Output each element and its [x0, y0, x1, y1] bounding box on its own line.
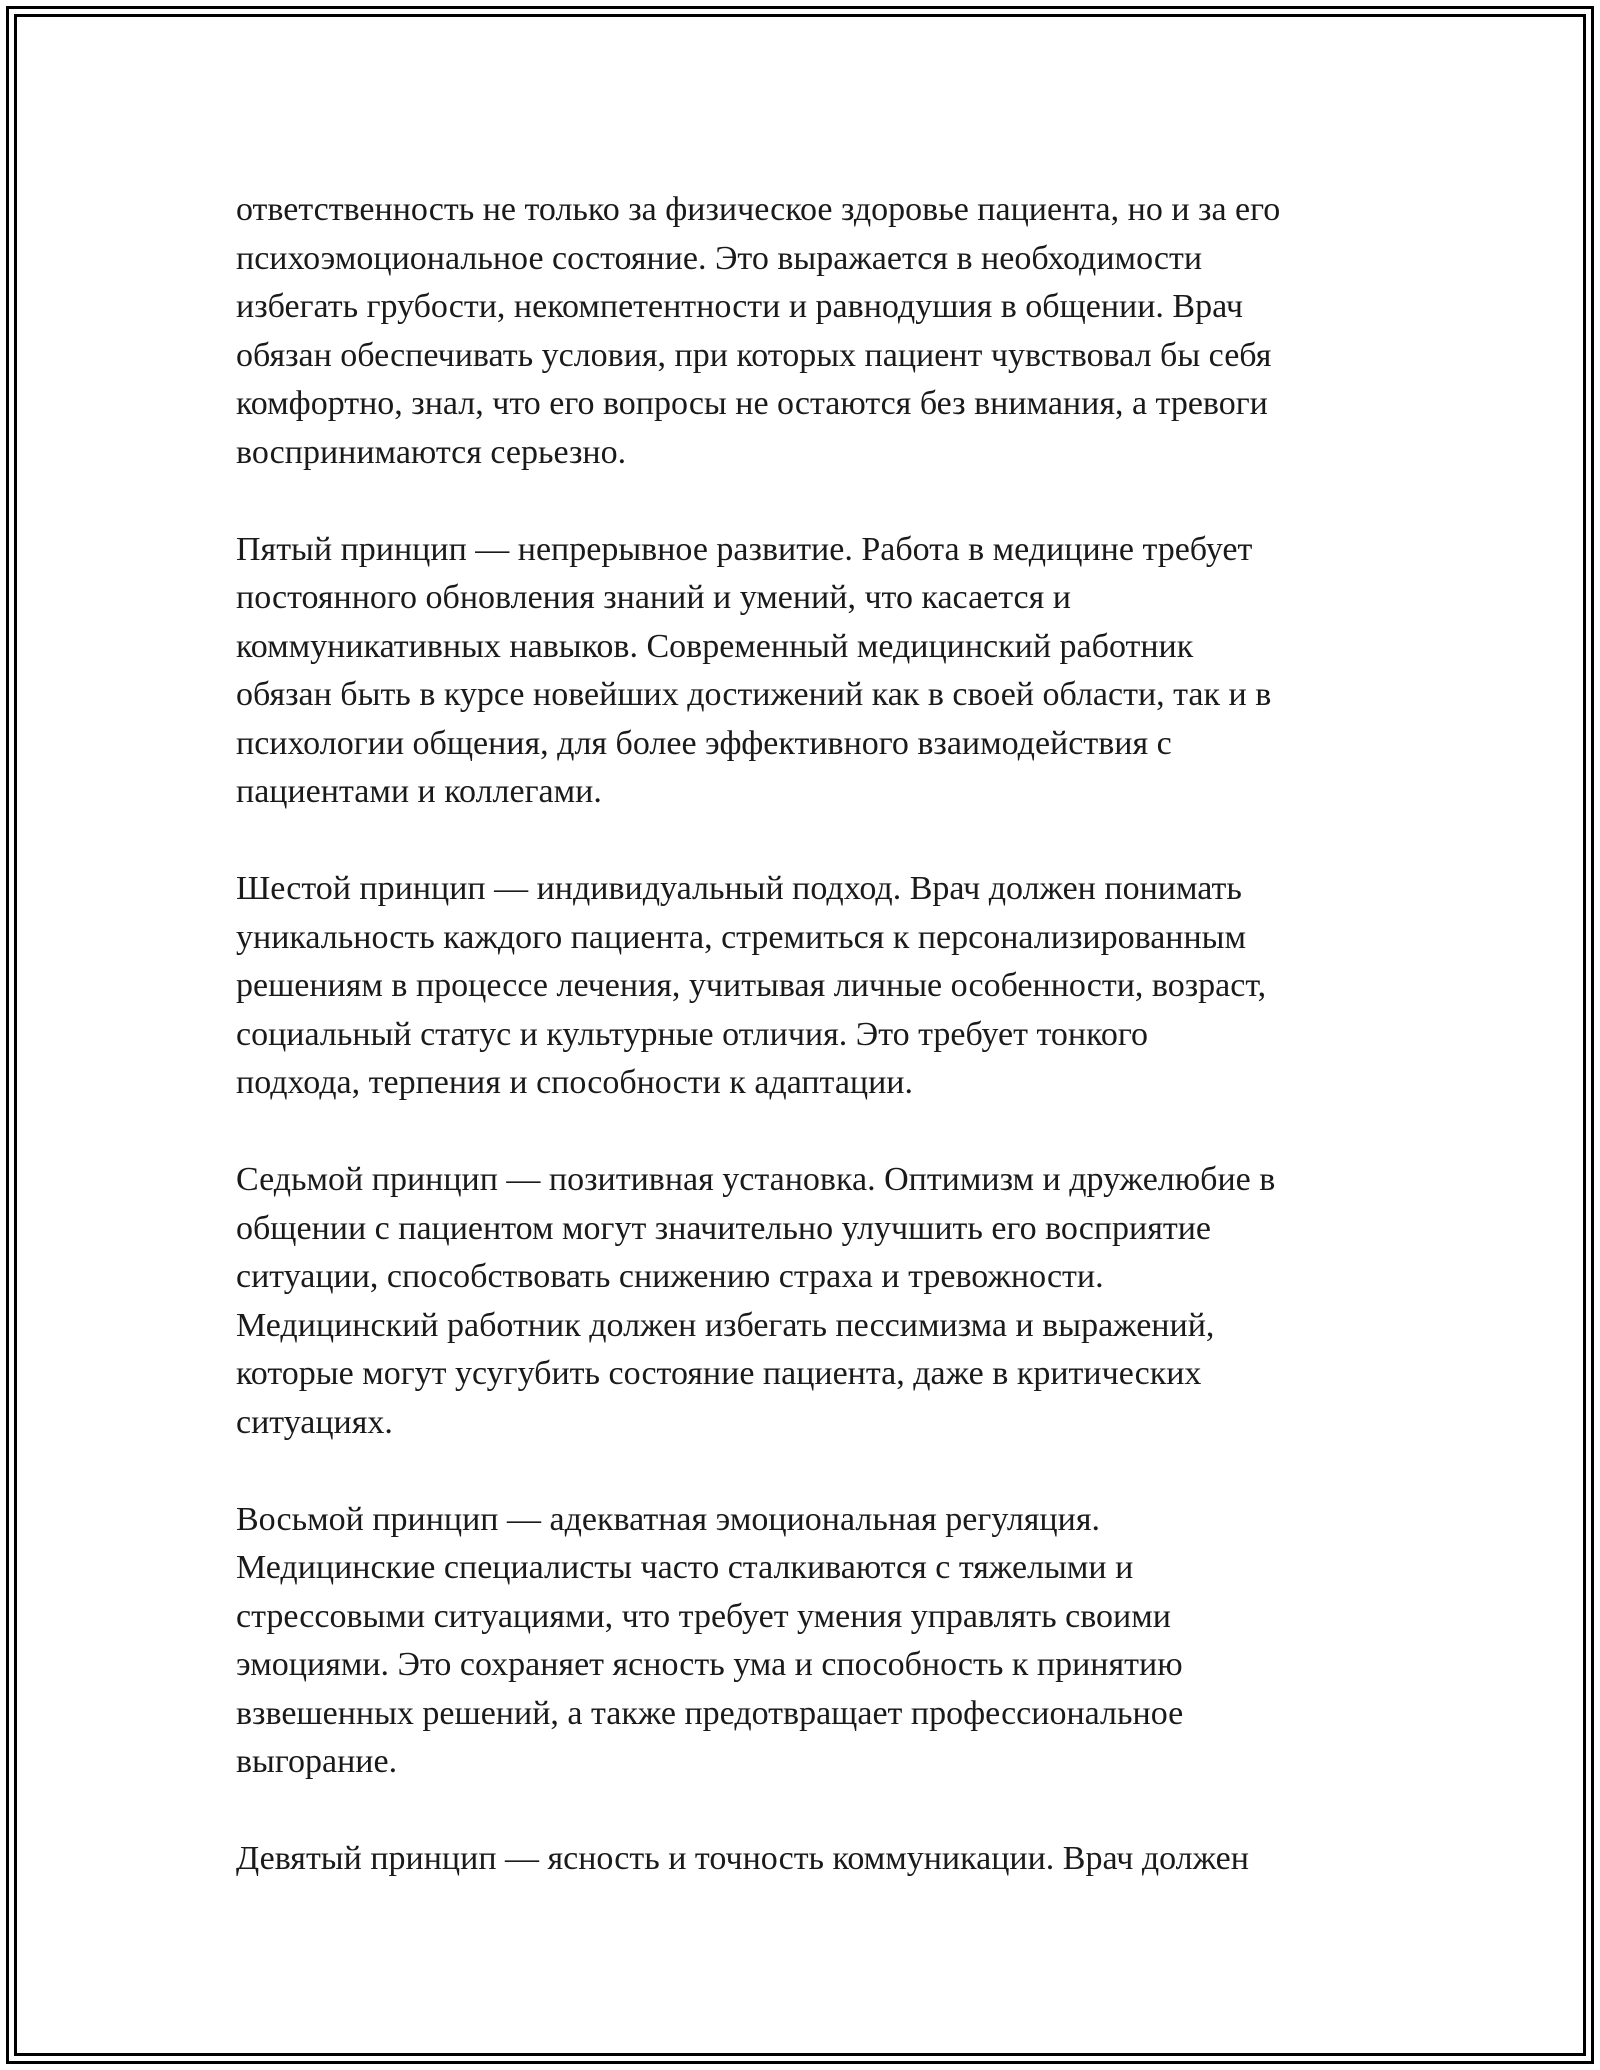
text-line: Шестой принцип — индивидуальный подход. Врач должен понимать	[236, 870, 1242, 907]
text-line: психоэмоциональное состояние. Это выражается в необходимости	[236, 239, 1203, 277]
text-line: комфортно, знал, что его вопросы не остаются без внимания, а тревоги	[236, 385, 1268, 422]
text-line: социальный статус и культурные отличия. Это требует тонкого	[236, 1015, 1148, 1053]
text-line: Восьмой принцип — адекватная эмоциональная регуляция.	[236, 1500, 1100, 1538]
text-line: Медицинский работник должен избегать пессимизма и выражений,	[236, 1306, 1215, 1344]
text-line: подхода, терпения и способности к адаптации.	[236, 1064, 913, 1101]
text-line: воспринимаются серьезно.	[236, 433, 627, 471]
text-line: Девятый принцип — ясность и точность коммуникации. Врач должен	[236, 1840, 1249, 1877]
text-line: психологии общения, для более эффективного взаимодействия с	[236, 724, 1172, 762]
text-line: стрессовыми ситуациями, что требует умения управлять своими	[236, 1597, 1171, 1635]
paragraph-patient-responsibility	[236, 186, 1386, 477]
paragraph-seventh-principle	[236, 1156, 1386, 1447]
text-line: пациентами и коллегами.	[236, 773, 602, 810]
text-line: обязан быть в курсе новейших достижений как в своей области, так и в	[236, 676, 1272, 713]
text-line: которые могут усугубить состояние пациента, даже в критических	[236, 1355, 1202, 1392]
paragraph-fifth-principle	[236, 526, 1386, 817]
text-line: ситуации, способствовать снижению страха и тревожности.	[236, 1258, 1104, 1295]
text-line: коммуникативных навыков. Современный медицинский работник	[236, 627, 1194, 665]
text-line: Пятый принцип — непрерывное развитие. Работа в медицине требует	[236, 530, 1253, 568]
paragraph-sixth-principle	[236, 865, 1386, 1108]
text-line: обязан обеспечивать условия, при которых пациент чувствовал бы себя	[236, 336, 1272, 374]
text-line: уникальность каждого пациента, стремиться к персонализированным	[236, 918, 1247, 956]
paragraph-ninth-principle	[236, 1835, 1386, 1884]
text-line: решениям в процессе лечения, учитывая личные особенности, возраст,	[236, 967, 1267, 1004]
text-line: выгорание.	[236, 1743, 398, 1780]
text-line: ответственность не только за физическое здоровье пациента, но и за его	[236, 191, 1281, 228]
text-line: Седьмой принцип — позитивная установка. Оптимизм и дружелюбие в	[236, 1161, 1276, 1198]
text-line: ситуациях.	[236, 1403, 393, 1441]
document-body	[236, 186, 1386, 1932]
text-line: избегать грубости, некомпетентности и равнодушия в общении. Врач	[236, 288, 1243, 325]
text-line: Медицинские специалисты часто сталкиваются с тяжелыми и	[236, 1549, 1134, 1586]
text-line: постоянного обновления знаний и умений, что касается и	[236, 579, 1071, 616]
text-line: взвешенных решений, а также предотвращает профессиональное	[236, 1694, 1184, 1732]
paragraph-eighth-principle	[236, 1496, 1386, 1787]
text-line: эмоциями. Это сохраняет ясность ума и способность к принятию	[236, 1646, 1183, 1683]
text-line: общении с пациентом могут значительно улучшить его восприятие	[236, 1209, 1212, 1247]
